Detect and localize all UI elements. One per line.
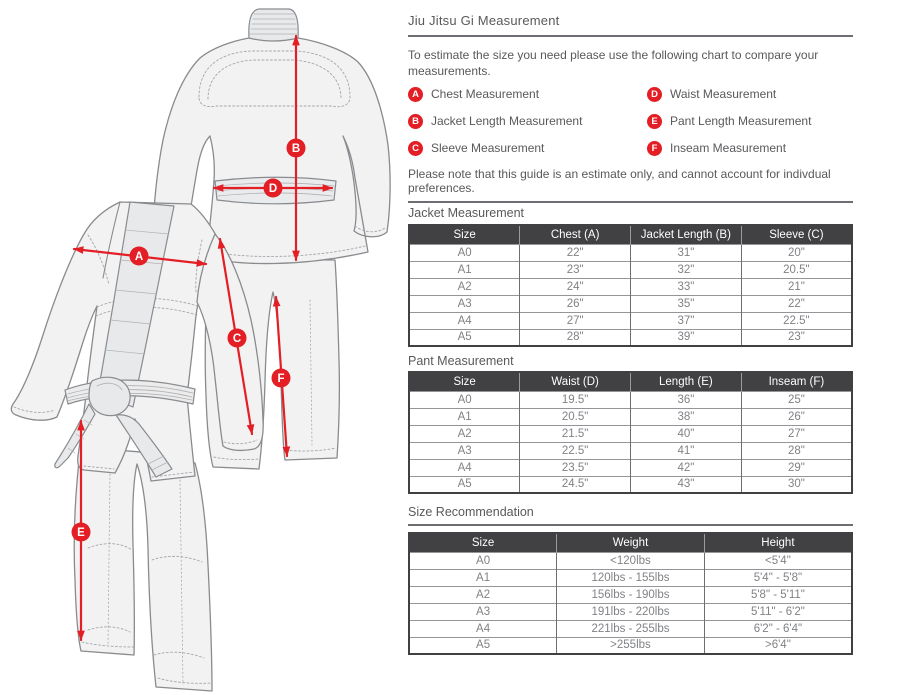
marker-e [72,523,91,542]
legend-label: Pant Length Measurement [670,114,812,128]
size-recommendation-table [408,532,853,655]
table-row [409,442,852,459]
table-row [409,620,852,637]
marker-c [228,329,247,348]
column-header: Waist (D) [520,372,631,391]
disclaimer-note: Please note that this guide is an estimate only, and cannot account for indivdual preferences. [408,167,831,195]
table-cell: A3 [409,442,520,459]
table-cell: >6'4" [704,637,852,654]
table-cell: 191lbs - 220lbs [557,603,705,620]
table-row [409,295,852,312]
letter-badge-b: B [408,114,423,129]
table-row [409,552,852,569]
table-cell: A0 [409,391,520,408]
table-cell: 5'4" - 5'8" [704,569,852,586]
table-cell: A5 [409,637,557,654]
table-cell: 40" [631,425,742,442]
table-cell: >255lbs [557,637,705,654]
table-cell: <120lbs [557,552,705,569]
svg-text:F: F [277,373,285,386]
table-cell: A0 [409,552,557,569]
table-cell: 36" [631,391,742,408]
table-cell: 6'2" - 6'4" [704,620,852,637]
marker-d [264,179,283,198]
table-cell: 23" [741,329,852,346]
table-cell: 22.5" [520,442,631,459]
table-cell: 22.5" [741,312,852,329]
table-cell: 31" [631,244,742,261]
legend-label: Inseam Measurement [670,141,787,155]
column-header: Jacket Length (B) [631,225,742,244]
table-cell: 32" [631,261,742,278]
table-cell: 23.5" [520,459,631,476]
table-cell: A2 [409,425,520,442]
table-row [409,408,852,425]
table-cell: A0 [409,244,520,261]
legend-label: Chest Measurement [431,87,540,101]
table-cell: 20.5" [520,408,631,425]
column-header: Height [704,533,852,552]
table-cell: 27" [520,312,631,329]
marker-b [287,139,306,158]
table-row [409,459,852,476]
table-cell: 33" [631,278,742,295]
table-cell: 21.5" [520,425,631,442]
table-cell: 24" [520,278,631,295]
table-cell: A3 [409,603,557,620]
table-cell: 23" [520,261,631,278]
table-cell: A1 [409,261,520,278]
letter-badge-a: A [408,87,423,102]
measurement-legend [408,86,853,167]
table-cell: 156lbs - 190lbs [557,586,705,603]
table-cell: A5 [409,476,520,493]
legend-label: Sleeve Measurement [431,141,545,155]
section-heading-pant: Pant Measurement [408,354,514,368]
table-cell: A2 [409,586,557,603]
jacket-measurement-table [408,224,853,347]
legend-item-inseam [647,140,853,156]
legend-item-chest [408,86,647,102]
table-cell: 21" [741,278,852,295]
table-row [409,425,852,442]
table-header-row [409,533,852,552]
letter-badge-e: E [647,114,662,129]
table-cell: 30" [741,476,852,493]
svg-text:C: C [232,333,242,346]
column-header: Chest (A) [520,225,631,244]
table-cell: 41" [631,442,742,459]
column-header: Size [409,372,520,391]
marker-a [130,247,149,266]
section-divider [408,201,853,203]
table-row [409,329,852,346]
letter-badge-d: D [647,87,662,102]
table-cell: 22" [520,244,631,261]
column-header: Inseam (F) [741,372,852,391]
table-cell: A5 [409,329,520,346]
table-cell: 5'8" - 5'11" [704,586,852,603]
legend-label: Waist Measurement [670,87,777,101]
table-cell: 19.5" [520,391,631,408]
table-cell: 20.5" [741,261,852,278]
front-pants [74,450,212,691]
svg-text:E: E [77,527,85,540]
letter-badge-f: F [647,141,662,156]
section-heading-size-recommendation: Size Recommendation [408,506,853,526]
table-row [409,476,852,493]
intro-text: To estimate the size you need please use the following chart to compare your measurements. [408,48,819,78]
column-header: Sleeve (C) [741,225,852,244]
column-header: Size [409,533,557,552]
table-body [409,244,852,346]
svg-text:B: B [291,143,301,156]
table-body [409,552,852,654]
table-cell: 39" [631,329,742,346]
gi-illustration [0,0,404,695]
table-cell: A4 [409,620,557,637]
table-row [409,244,852,261]
table-header [409,533,852,552]
table-header-row [409,225,852,244]
legend-item-pant-length [647,113,853,129]
table-cell: 25" [741,391,852,408]
column-header: Length (E) [631,372,742,391]
legend-item-waist [647,86,853,102]
table-cell: 22" [741,295,852,312]
legend-item-sleeve [408,140,647,156]
table-cell: 37" [631,312,742,329]
table-cell: 38" [631,408,742,425]
table-cell: 24.5" [520,476,631,493]
table-cell: 43" [631,476,742,493]
table-row [409,603,852,620]
page-title: Jiu Jitsu Gi Measurement [408,13,853,37]
table-cell: A4 [409,312,520,329]
table-row [409,312,852,329]
svg-text:A: A [134,251,144,264]
table-cell: A2 [409,278,520,295]
table-row [409,586,852,603]
table-cell: <5'4" [704,552,852,569]
table-row [409,637,852,654]
section-heading-jacket: Jacket Measurement [408,206,525,220]
table-cell: A4 [409,459,520,476]
table-cell: 26" [741,408,852,425]
legend-label: Jacket Length Measurement [431,114,583,128]
pant-measurement-table [408,371,853,494]
table-header [409,225,852,244]
table-cell: A1 [409,408,520,425]
table-header [409,372,852,391]
column-header: Weight [557,533,705,552]
table-row [409,261,852,278]
table-cell: 28" [520,329,631,346]
table-cell: A3 [409,295,520,312]
measurement-content [408,13,853,655]
letter-badge-c: C [408,141,423,156]
table-row [409,278,852,295]
svg-text:D: D [268,183,278,196]
table-cell: 27" [741,425,852,442]
table-cell: 26" [520,295,631,312]
table-cell: 28" [741,442,852,459]
table-cell: 42" [631,459,742,476]
table-cell: 20" [741,244,852,261]
table-cell: 35" [631,295,742,312]
table-row [409,391,852,408]
marker-f [272,369,291,388]
table-header-row [409,372,852,391]
table-cell: 5'11" - 6'2" [704,603,852,620]
legend-item-jacket-length [408,113,647,129]
column-header: Size [409,225,520,244]
table-cell: A1 [409,569,557,586]
table-cell: 29" [741,459,852,476]
table-body [409,391,852,493]
table-cell: 120lbs - 155lbs [557,569,705,586]
table-row [409,569,852,586]
table-cell: 221lbs - 255lbs [557,620,705,637]
